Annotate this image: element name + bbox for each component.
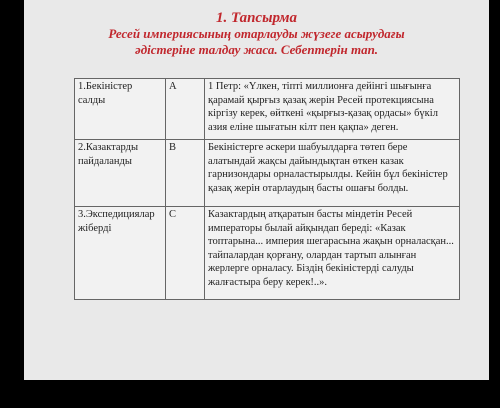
table-row [75, 207, 460, 300]
reason-cell: 1 Петр: «Үлкен, тіпті миллионға дейінгі шығынға қарамай қырғыз қазақ жерін Ресей протекциясына кіргізу керек, өйткені «қырғыз-қазақ ордасы» бүкіл азия еліне шығатын кілт пен қақпа» деген. [205, 79, 460, 140]
letter-cell: A [166, 79, 205, 140]
reason-cell: Казактардың атқаратын басты міндетін Ресей императоры былай айқындап береді: «Казак топтарына... империя шегарасына жақын орналасқан... тайпалардан қорғану, олардан тартып алынған жерлерге орналасу. Біздің бекіністерді салуды жалғастыра беру керек!..». [205, 207, 460, 300]
task-instruction-line-2: әдістеріне талдау жаса. Себептерін тап. [134, 42, 379, 57]
reason-cell: Бекіністерге әскери шабуылдарға төтеп бере алатындай жақсы дайындықтан өткен казак гарнизондары орналастырылды. Кейін бұл бекіністер қазақ жерін отарлаудың басты ошағы болды. [205, 140, 460, 207]
methods-table [74, 78, 460, 300]
task-heading [24, 0, 489, 58]
table-row [75, 140, 460, 207]
method-cell: 3.Экспедициялар жіберді [75, 207, 166, 300]
letter-cell: C [166, 207, 205, 300]
method-cell: 1.Бекіністер салды [75, 79, 166, 140]
document-page [24, 0, 489, 380]
task-title: 1. Тапсырма [215, 10, 298, 26]
task-instruction-line-1: Ресей империясының отарлауды жүзеге асырудағы [108, 26, 405, 41]
letter-cell: B [166, 140, 205, 207]
table-row [75, 79, 460, 140]
method-cell: 2.Казактарды пайдаланды [75, 140, 166, 207]
